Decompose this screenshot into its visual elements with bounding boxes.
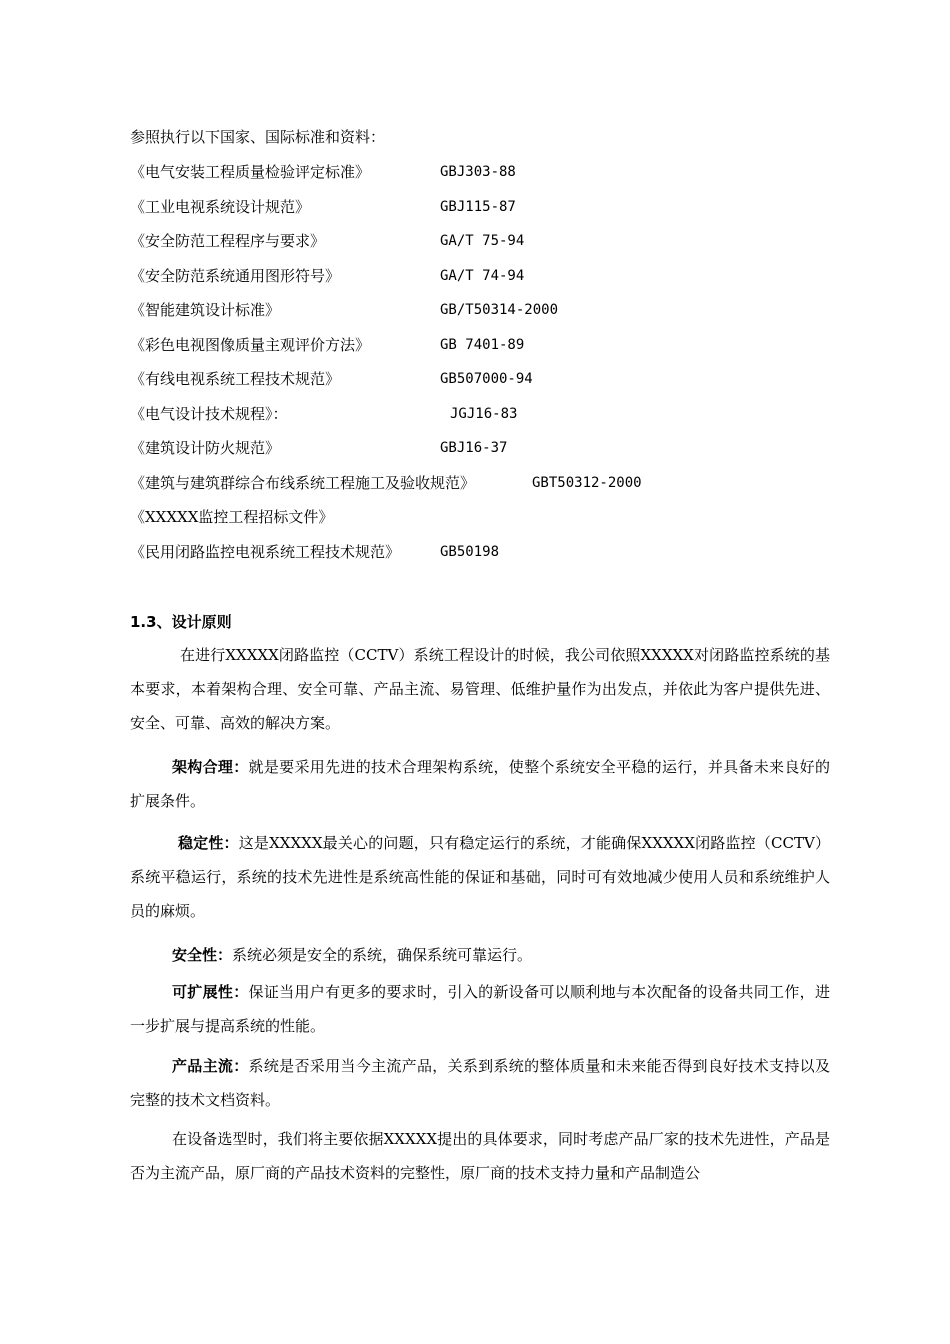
standard-row: [130, 266, 830, 286]
standard-title: 《建筑与建筑群综合布线系统工程施工及验收规范》: [130, 474, 476, 492]
standard-row: [130, 335, 830, 355]
principle-text: 这是XXXXX最关心的问题，只有稳定运行的系统，才能确保XXXXX闭路监控（CCTV）系统平稳运行，系统的技术先进性是系统高性能的保证和基础，同时可有效地减少使用人员和系统维护人员的麻烦。: [130, 834, 830, 920]
principle-label: 可扩展性：: [172, 983, 249, 1001]
standard-title: 《有线电视系统工程技术规范》: [130, 370, 341, 388]
standard-code: GB507000-94: [440, 371, 533, 387]
standard-code: GB50198: [440, 544, 500, 560]
standard-code: GBJ303-88: [440, 164, 516, 180]
standards-intro: 参照执行以下国家、国际标准和资料：: [130, 128, 386, 146]
standard-row: [130, 231, 830, 251]
standard-title: 《工业电视系统设计规范》: [130, 198, 311, 216]
paragraph-intro: 在进行XXXXX闭路监控（CCTV）系统工程设计的时候，我公司依照XXXXX对闭路监控系统的基本要求，本着架构合理、安全可靠、产品主流、易管理、低维护量作为出发点，并依此为客户提供先进、安全、可靠、高效的解决方案。: [130, 646, 830, 732]
paragraph-stability: [130, 826, 830, 928]
principle-text: 系统必须是安全的系统，确保系统可靠运行。: [232, 946, 533, 964]
principle-label: 架构合理：: [172, 758, 249, 776]
principle-text: 保证当用户有更多的要求时，引入的新设备可以顺利地与本次配备的设备共同工作，进一步扩展与提高系统的性能。: [130, 983, 830, 1035]
standard-title: 《电气安装工程质量检验评定标准》: [130, 163, 371, 181]
standard-row: [130, 162, 830, 182]
standard-title: 《智能建筑设计标准》: [130, 301, 281, 319]
standard-code: GB/T50314-2000: [440, 302, 559, 318]
standard-row: [130, 473, 830, 493]
standard-code: GBJ16-37: [440, 440, 508, 456]
paragraph-security: [130, 938, 830, 972]
principle-label: 安全性：: [172, 946, 233, 964]
standard-row: [130, 507, 830, 527]
principle-text: 系统是否采用当今主流产品，关系到系统的整体质量和未来能否得到良好技术支持以及完整的技术文档资料。: [130, 1057, 830, 1109]
standard-title: 《电气设计技术规程》：: [130, 405, 288, 423]
standard-row: [130, 369, 830, 389]
standard-row: [130, 404, 830, 424]
standard-code: JGJ16-83: [450, 406, 518, 422]
principle-label: 稳定性：: [178, 834, 239, 852]
standard-code: GA/T 74-94: [440, 268, 525, 284]
paragraph-mainstream: [130, 1049, 830, 1117]
principle-text: 就是要采用先进的技术合理架构系统，使整个系统安全平稳的运行，并具备未来良好的扩展条件。: [130, 758, 830, 810]
standard-title: 《XXXXX监控工程招标文件》: [130, 508, 334, 526]
standard-title: 《民用闭路监控电视系统工程技术规范》: [130, 543, 401, 561]
standard-row: [130, 542, 830, 562]
standard-code: GBJ115-87: [440, 199, 516, 215]
standard-title: 《建筑设计防火规范》: [130, 439, 281, 457]
standard-code: GBT50312-2000: [532, 475, 642, 491]
principle-label: 产品主流：: [172, 1057, 249, 1075]
standard-code: GA/T 75-94: [440, 233, 525, 249]
standard-row: [130, 300, 830, 320]
section-heading: 1.3、设计原则: [130, 613, 232, 631]
paragraph-scalability: [130, 975, 830, 1043]
paragraph-architecture: [130, 750, 830, 818]
standard-code: GB 7401-89: [440, 337, 525, 353]
standard-row: [130, 197, 830, 217]
standard-row: [130, 438, 830, 458]
paragraph-selection: 在设备选型时，我们将主要依据XXXXX提出的具体要求，同时考虑产品厂家的技术先进性，产品是否为主流产品，原厂商的产品技术资料的完整性，原厂商的技术支持力量和产品制造公: [130, 1130, 830, 1182]
standard-title: 《彩色电视图像质量主观评价方法》: [130, 336, 371, 354]
standard-title: 《安全防范工程程序与要求》: [130, 232, 326, 250]
standard-title: 《安全防范系统通用图形符号》: [130, 267, 341, 285]
